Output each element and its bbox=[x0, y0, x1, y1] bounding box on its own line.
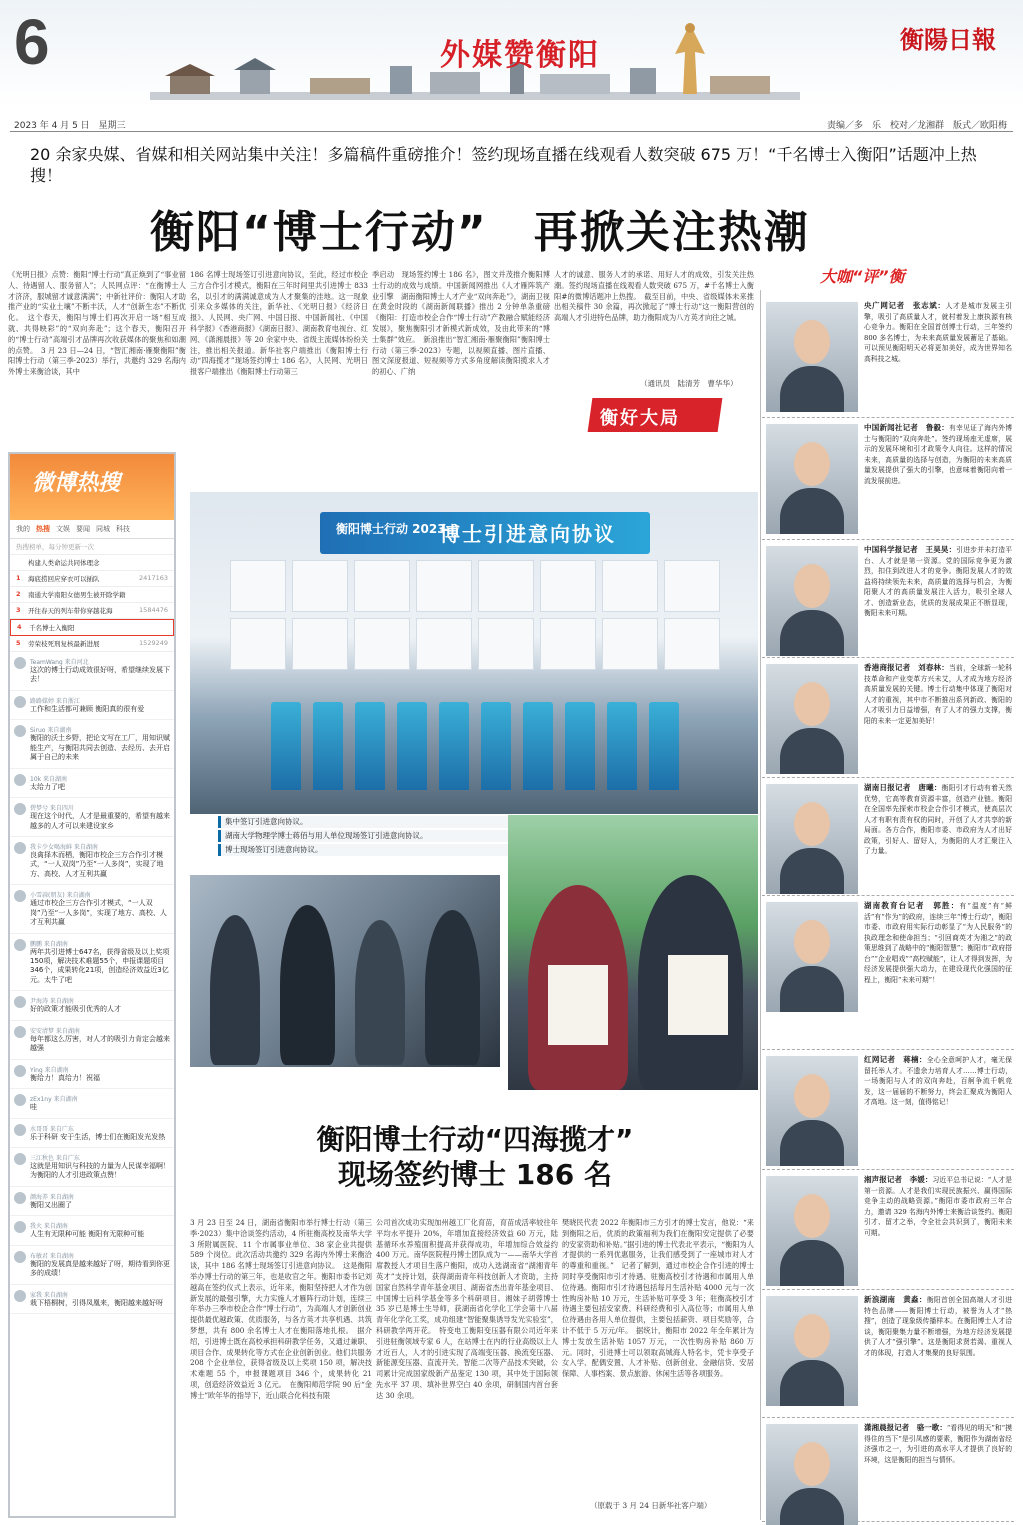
heng-logo-text: 衡好大局 bbox=[600, 408, 680, 429]
expert-comment bbox=[762, 540, 1014, 658]
weibo-notice: 热搜榜单，每分钟更新一次 bbox=[10, 539, 174, 555]
expert-portrait bbox=[766, 1424, 858, 1525]
expert-comment bbox=[762, 778, 1014, 896]
hot-title: 构建人类命运共同体理念 bbox=[28, 559, 100, 567]
expert-name: 湖南日报记者 唐曦： bbox=[864, 783, 942, 792]
newspaper-masthead: 衡陽日報 bbox=[900, 25, 996, 54]
caption-2: 湖南大学物理学博士蒋佰与用人单位现场签订引进意向协议。 bbox=[218, 830, 508, 842]
expert-name: 中国科学报记者 王昊昊： bbox=[864, 545, 957, 554]
page-number: 6 bbox=[14, 6, 50, 78]
comment-list bbox=[10, 652, 174, 1314]
avatar[interactable] bbox=[14, 842, 26, 854]
comment-item bbox=[10, 691, 174, 720]
avatar[interactable] bbox=[14, 657, 26, 669]
comment-text: 哇 bbox=[30, 1103, 37, 1112]
comment-user[interactable]: 碧梦兮 来自四川 bbox=[30, 805, 74, 813]
doctor-with-agreement-photo bbox=[508, 815, 758, 1090]
hot-rank: 4 bbox=[17, 623, 22, 631]
avatar[interactable] bbox=[14, 1221, 26, 1233]
signing-podiums bbox=[240, 702, 710, 792]
tab-mine[interactable]: 我的 bbox=[16, 525, 30, 533]
expert-text: 衡阳首创全国高端人才引进特色品牌——衡阳博士行动，被誉为人才“热搜”，创造了现象级传播样本。在衡阳博士人才洽谈，衡阳聚集力量不断增强，为地方经济发展提供了人才“强引擎”。这是衡阳求贤若渴、重视人才的体现，打造人才集聚的良好氛围。 bbox=[864, 1296, 1013, 1357]
expert-text: 习近平总书记说：“人才是第一资源。人才是我们实现民族振兴、赢得国际竞争主动的战略资源。”衡阳市委市政府三年合力，邀请 329 名海内外博士来衡洽谈签约。衡阳引才、留才之举，令全社会共识到了，衡阳未来可期。 bbox=[864, 1176, 1012, 1237]
avatar[interactable] bbox=[14, 996, 26, 1008]
expert-portrait bbox=[766, 546, 858, 656]
hot-rank bbox=[16, 558, 24, 567]
avatar[interactable] bbox=[14, 1065, 26, 1077]
sub-headline-line-1: 衡阳博士行动“四海揽才” bbox=[316, 1123, 634, 1156]
comment-user[interactable]: Ying 来自湖南 bbox=[30, 1066, 69, 1074]
comment-user[interactable]: 10k 来自湖南 bbox=[30, 775, 68, 783]
expert-comment bbox=[762, 418, 1014, 540]
expert-comment bbox=[762, 1290, 1014, 1418]
comment-user[interactable]: 家我 来自湖南 bbox=[30, 1291, 68, 1299]
banner-title: 博士引进意向协议 bbox=[440, 522, 616, 546]
tab-hot[interactable]: 热搜 bbox=[36, 525, 50, 533]
comment-item bbox=[10, 1089, 174, 1118]
comment-text: 良禽择木而栖，衡阳市校企三方合作引才模式，“一人双岗”乃至“一人多岗”，实现了地方、高校、人才互利共赢 bbox=[30, 850, 164, 878]
sub-headline-line-2: 现场签约博士 186 名 bbox=[338, 1158, 612, 1191]
comment-item bbox=[10, 934, 174, 992]
expert-text: “看得见的明天”和“摸得住的当下”是引凤感的要素，衡阳作为湖南省经济强市之一，为引进的高水平人才提供了良好的环境，这是衡阳的担当与情怀。 bbox=[864, 1424, 1012, 1464]
expert-name: 新浪湖南 黄淼： bbox=[864, 1295, 927, 1304]
comment-item bbox=[10, 1246, 174, 1285]
comment-item bbox=[10, 1148, 174, 1187]
comment-text: 太给力了吧 bbox=[30, 782, 65, 791]
tab-news[interactable]: 要闻 bbox=[76, 525, 90, 533]
comment-user[interactable]: 颜海养 来自湖南 bbox=[30, 1193, 74, 1201]
article-column-3: 季启动 现场签约博士 186 名》，图文并茂推介衡阳博士行动的成效与成绩。中国新闻网推出《人才雁阵筑产业引擎 湖南衡阳博士人才产业“双向奔赴”》，湖南卫视在黄金时段的《湖南新闻联播》推出 2 分钟单条重磅《衡阳：打造市校企合作“博士行动”产教融合赋能经济发展》，聚焦衡阳引才新模式新成效，及由此带来的“博士集群”效应。 新浪推出“智汇湘南·雁聚衡阳”衡阳博士行动（第三季·2023）专题，以视频直播、图片直播、图文深度报道、短视频等方式多角度解读衡阳揽求人才的初心、广纳 bbox=[372, 270, 550, 377]
expert-text: 有“温度”有“鲜活”有“作为”的政府，连续三年“博士行动”，衡阳市委、市政府用实际行动彰显了“为人民服务”的执政理念和使命担当；“引回商英才为湘之”的政策思维到了战略中的“衡阳智慧”；衡阳市“政府搭台”“企业唱戏”“高校赋能”，让人才得到发挥，为经济发展提供强大动力，在建设现代化强国的征程上，衡阳“未来可期”！ bbox=[864, 902, 1012, 984]
hot-rank: 1 bbox=[16, 574, 21, 582]
expert-comment bbox=[762, 296, 1014, 418]
expert-name: 潇湘晨报记者 骆一歌： bbox=[864, 1423, 947, 1432]
tab-local[interactable]: 同城 bbox=[96, 525, 110, 533]
comment-text: 这就是用知识与科技的力量为人民谋幸福啊！为衡阳的人才引进政策点赞！ bbox=[30, 1161, 170, 1180]
comment-user[interactable]: 我卡少女喝海鲜 来自湖南 bbox=[30, 843, 98, 851]
comment-item bbox=[10, 1216, 174, 1245]
expert-comment bbox=[762, 896, 1014, 1050]
avatar[interactable] bbox=[14, 1124, 26, 1136]
hot-rank: 5 bbox=[16, 639, 21, 647]
comment-text: 人生有无限种可能 衡阳有无限种可能 bbox=[30, 1230, 145, 1239]
expert-comment bbox=[762, 1050, 1014, 1170]
article-column-4: 人才的诚意、服务人才的承诺、用好人才的成效，引发关注热潮。签约现场直播在线观看人数突破 675 万，#千名博士入衡阳#的微博话题冲上热搜。 截至目前，中央、省级媒体未来推出相关稿件 30 余篇，再次掀起了“博士行动”这一衡阳营创的高端人才引进特色品牌，助力衡阳成为八方英才向往之城。 bbox=[554, 270, 754, 323]
expert-name: 红网记者 蒋楠： bbox=[864, 1055, 927, 1064]
expert-name: 央广网记者 张志斌： bbox=[864, 301, 946, 310]
comment-text: 工作和生活都可兼顾 衡阳真的很有爱 bbox=[30, 704, 145, 713]
comment-item bbox=[10, 991, 174, 1020]
expert-portrait bbox=[766, 664, 858, 774]
deck-summary: 20 余家央媒、省媒和相关网站集中关注！多篇稿件重磅推介！签约现场直播在线观看人数突破 675 万！“千名博士入衡阳”话题冲上热搜！ bbox=[30, 145, 977, 185]
comment-user[interactable]: 安安清梦 来自湖南 bbox=[30, 1027, 80, 1035]
comment-text: 好的政策才能吸引优秀的人才 bbox=[30, 1005, 121, 1014]
comment-text: 这次的博士行动成效很好呀，希望继续发展下去！ bbox=[30, 666, 170, 684]
comment-item bbox=[10, 1119, 174, 1148]
comment-user[interactable]: 小雪蒜(朋友) 来自湖南 bbox=[30, 892, 91, 900]
comment-text: 乐于科研 安于生活，博士们在衡阳发光发热 bbox=[30, 1132, 166, 1141]
comment-user[interactable]: Siruo 来自湖南 bbox=[30, 727, 72, 735]
comment-text: 衡阳又出圈了 bbox=[30, 1200, 72, 1209]
comment-user[interactable]: zEx1ny 来自湖南 bbox=[30, 1096, 78, 1104]
expert-portrait bbox=[766, 902, 858, 1012]
hot-title: 开往春天的列车带你穿越花海 bbox=[28, 607, 113, 615]
comment-item bbox=[10, 798, 174, 837]
comment-user[interactable]: 三江秋色 来自广东 bbox=[30, 1154, 80, 1162]
expert-portrait bbox=[766, 424, 858, 534]
avatar[interactable] bbox=[14, 1026, 26, 1038]
comment-text: 衡阳的沃土乡野，把论文写在工厂，用知识赋能生产，与衡阳共同去创造、去经历、去开启属于自己的未来 bbox=[30, 734, 170, 762]
comment-user[interactable]: 尹海涛 来自湖南 bbox=[30, 998, 74, 1006]
avatar[interactable] bbox=[14, 803, 26, 815]
hot-count: 1529249 bbox=[139, 639, 168, 647]
avatar[interactable] bbox=[14, 939, 26, 951]
weibo-hot-search-screenshot bbox=[8, 452, 176, 1518]
stage-banner bbox=[320, 512, 650, 554]
byline-top: （通讯员 陆清芳 曹华华） bbox=[640, 379, 738, 388]
article-column-7: 樊晓民代表 2022 年衡阳市三方引才的博士发言，他说：“来到衡阳之后，优质的政策福利为我们在衡阳安定提供了必要的安家资助和补贴。”据引进的博士代表北平表示，“衡阳为人才提供的一系列优惠服务，让我们感受到了一座城市对人才的尊重和重视。” 记者了解到，通过市校企合作引进的博士同时享受衡阳市引才待遇、驻衡高校引才待遇和市属用人单位待遇。衡阳市引才待遇包括每月生活补贴 4000 元与一次性购房补贴 10 万元，生活补贴可享受 3 年；驻衡高校引才待遇主要包括安家费、科研经费和引入高位等；市属用人单位待遇由各用人单位提供，主要包括薪资、项目奖励等，合计不低于 5 万元/年。 据统计，衡阳市 2022 年全年累计为博士发放生活补贴 1057 万元，一次性购房补贴 860 万元。同时，引进博士可以领取高城海人特名卡，凭卡享受子女入学、配偶安置、人才补贴、创新创业、金融信贷、安居保障、人事档案、景点旅游、休闲生活等各项服务。 bbox=[562, 1218, 754, 1379]
comment-text: 衡给力！真给力！祝福 bbox=[30, 1073, 100, 1082]
tab-ent[interactable]: 文娱 bbox=[56, 525, 70, 533]
hot-search-list bbox=[10, 555, 174, 652]
comment-item bbox=[10, 837, 174, 885]
comment-user[interactable]: 水哥哥 来自广东 bbox=[30, 1125, 74, 1133]
expert-portrait bbox=[766, 784, 858, 894]
comment-text: 现在这个时代，人才是最重要的，希望有越来越多的人才可以来建设家乡 bbox=[30, 812, 170, 830]
comment-text: 衡阳的发展真是越来越好了呀，期待看到你更多的成绩！ bbox=[30, 1259, 170, 1278]
comment-text: 栽下梧桐树，引得凤凰来，衡阳越来越好呀 bbox=[30, 1298, 163, 1307]
signing-ceremony-photo bbox=[190, 492, 758, 814]
expert-comment bbox=[762, 658, 1014, 778]
photo-captions bbox=[218, 816, 508, 872]
comment-user[interactable]: 鹏鹏 来自湖南 bbox=[30, 940, 68, 948]
expert-portrait bbox=[766, 302, 858, 412]
hot-title: 南通大学南阳女德男生被开除学籍 bbox=[28, 591, 126, 599]
column-divider bbox=[760, 290, 761, 1520]
hot-rank: 2 bbox=[16, 590, 21, 598]
doctors-signing-photo bbox=[190, 875, 500, 1067]
comment-item bbox=[10, 720, 174, 768]
comment-item bbox=[10, 1187, 174, 1216]
avatar[interactable] bbox=[14, 725, 26, 737]
comment-item bbox=[10, 885, 174, 933]
hot-count: 1584476 bbox=[139, 606, 168, 614]
hot-search-item[interactable] bbox=[10, 636, 174, 652]
expert-text: 当前，全球新一轮科技革命和产业变革方兴未艾，人才成为地方经济高质量发展的关键。博士行动集中体现了衡阳对人才的重视，其中市不断推出系列新政、衡阳的人才吸引力日益增强，有了人才的强力支撑，衡阳的未来一定更加美好！ bbox=[864, 664, 1013, 725]
comment-user[interactable]: 布敏君 来自湖南 bbox=[30, 1252, 74, 1260]
section-title: 外媒赞衡阳 bbox=[440, 38, 600, 73]
header-rule bbox=[10, 131, 1013, 132]
expert-name: 湘声报记者 李媛： bbox=[864, 1175, 933, 1184]
avatar[interactable] bbox=[14, 1251, 26, 1263]
tab-tech[interactable]: 科技 bbox=[116, 525, 130, 533]
issue-date: 2023 年 4 月 5 日 星期三 bbox=[14, 121, 126, 131]
expert-comment bbox=[762, 1418, 1014, 1522]
weibo-logo: 微博热搜 bbox=[32, 471, 121, 496]
avatar[interactable] bbox=[14, 696, 26, 708]
comment-user[interactable]: 路路媒婷 来自浙江 bbox=[30, 697, 80, 705]
expert-name: 香港商报记者 刘春林： bbox=[864, 663, 950, 672]
article-column-6: 公司首次成功实现加州越工厂化育苗，育苗成活率较往年平均水平提升 20%，年增加直接经济效益 60 万元，陆基循环水养殖面积提高并获得成功，年增加综合效益约 400 万元。南华医院程丹博士团队成为一——南华大学首席教授人才项目生落户衡阳，成功入选湖南省“湖湘青年英才”支持计划，获得湖南青年科技创新人才资助，主持国家自然科学青年基金项目、湖南省杰出青年基金项目、中国博士后科学基金等多个科研项目。湘妹子胡蓉博士 35 岁已是博士生导师，获湖南省化学化工学会第十八届青年化学化工奖，成功组建“智能聚集诱导发光实验室”，科研教学两开花。 特变电工衡阳变压器有限公司近年来引进驻衡领域专家 6 人，在站博士在内的行业高级以上人才近百人，人才的引进实现了高端变压器、换流变压器、新能源变压器、直流开关、智能二次等产品技术突破，公司累计完成国家级新产品鉴定 130 项，其中处于国际领先水平 37 项、填补世界空白 40 余项，研制国内首台套达 30 余项。 bbox=[376, 1218, 558, 1400]
main-headline: 衡阳“博士行动” 再掀关注热潮 bbox=[150, 207, 810, 258]
article-column-5: 3 月 23 日至 24 日，湖南省衡阳市举行博士行动（第三季·2023）集中洽谈签约活动，4 所驻衡高校及南华大学 3 所附属医院、11 个市属事业单位、38 家企业共提供 589 个岗位。此次活动共邀约 329 名海内外博士来衡洽谈，其中 186 名博士现场签订引进意向协议。 这是衡阳举办博士行动的第三年，也是收官之年。衡阳市委书记刘越高在签约仪式上表示，近年来，衡阳坚持把人才作为创新发展的最强引擎，大力实施人才雁阵行动计划，连续三年举办三季市校企合作“博士行动”，为高端人才创新创业提供最优越政策、优质服务，与各方英才共享机遇、共筑梦想，共有 800 余名博士人才在衡阳落地扎根。 据介绍，引进博士既在高校承担科研教学任务，又通过兼职、项目合作、成果转化等方式在企业创新创业。他们共服务 208 个企业单位，获得省级及以上奖项 150 项，解决技术难题 55 个，申报课题项目 346 个，成果转化 21 项，创造经济效益近 3 亿元。 在衡阳师范学院 90 后“金博士”欧年华的指导下，近山联合化科技有限 bbox=[190, 1218, 372, 1400]
avatar[interactable] bbox=[14, 774, 26, 786]
byline-bottom: （原载于 3 月 24 日新华社客户端） bbox=[590, 1501, 712, 1510]
expert-comment bbox=[762, 1170, 1014, 1290]
hot-search-item[interactable] bbox=[10, 555, 174, 571]
expert-portrait bbox=[766, 1176, 858, 1286]
hot-rank: 3 bbox=[16, 606, 21, 614]
comment-item bbox=[10, 652, 174, 691]
caption-3: 博士现场签订引进意向协议。 bbox=[218, 844, 508, 856]
expert-text: 全心全意呵护人才，毫无保留托举人才。不遗余力培育人才……博士行动，一场衡阳与人才的双向奔赴，百舸争流千帆竞发，这一届届的不断努力，终会汇聚成为衡阳人才高地。这一刻，值得铭记！ bbox=[864, 1056, 1013, 1107]
expert-text: 有幸见证了海内外博士与衡阳的“双向奔赴”。签约现场座无虚席，展示的发展环境和引才政策令人向往。这样的情况未来，高质量的选择与创造，为衡阳的未来高质量发展提供了强大的引擎，也意味着衡阳向着一流发展前进。 bbox=[864, 424, 1013, 485]
expert-name: 湖南教育台记者 郭胜： bbox=[864, 901, 960, 910]
weibo-banner bbox=[10, 454, 174, 520]
expert-portrait bbox=[766, 1296, 858, 1406]
comment-user[interactable]: TeamWang 来自河北 bbox=[30, 659, 89, 666]
comment-item bbox=[10, 1021, 174, 1060]
expert-name: 中国新闻社记者 鲁毅： bbox=[864, 423, 950, 432]
expert-portrait bbox=[766, 1056, 858, 1166]
wild-goose-statue-illustration bbox=[655, 14, 725, 104]
hot-search-item[interactable] bbox=[10, 603, 174, 619]
avatar[interactable] bbox=[14, 1290, 26, 1302]
hot-search-item[interactable] bbox=[10, 619, 174, 636]
hot-search-item[interactable] bbox=[10, 587, 174, 603]
comment-user[interactable]: 我火 来自湖南 bbox=[30, 1223, 68, 1231]
hot-title: 千名博士入衡阳 bbox=[29, 624, 75, 632]
sub-headline bbox=[190, 1122, 760, 1192]
comment-text: 两年共引进博士647名，获得省级及以上奖项150项，解决技术难题55个，申报课题项目346个，成果转化21项，创造经济效益近3亿元。太牛了吧 bbox=[30, 947, 170, 984]
article-column-2: 186 名博士现场签订引进意向协议，至此，经过市校企三方合作引才模式，衡阳在三年时间里共引进博士 833 名，以引才的满满诚意成为人才聚集的洼地。这一现象引来众多媒体的关注，新华社、《光明日报》《经济日报》、人民网、央广网、中国日报、中国新闻社、《中国科学报》《香港商报》《湖南日报》、湖南教育电视台、红网、《潇湘晨报》等 20 余家中央、省级主流媒体纷纷关注，推出相关报道。新华社客户端推出《衡阳博士行动“四海揽才”现场签约博士 186 名》，人民网、光明日报客户端推出《衡阳博士行动第三 bbox=[190, 270, 368, 377]
avatar[interactable] bbox=[14, 890, 26, 902]
comment-text: 每年都这么厉害，对人才的吸引力肯定会越来越强 bbox=[30, 1034, 170, 1053]
signature-wall bbox=[230, 560, 720, 670]
avatar[interactable] bbox=[14, 1192, 26, 1204]
hot-title: 劳荣枝死刑复核最新进展 bbox=[28, 640, 100, 648]
comment-item bbox=[10, 1285, 174, 1314]
article-column-1: 《光明日报》点赞：衡阳“博士行动”真正焕到了“事业留人、待遇留人、服务留人”；人民网点评：“在衡博士人才济济，服城留才诚意满满”；中新社评价：衡阳人才助推产业的“实业土壤”不断丰沃，人才“创新生态”不断优化。 这个春天，衡阳与博士们再次开启一场“相互成就、共得映彩”的“双向奔赴”；这个春天，衡阳召开的“博士行动”高端引才品牌再次收获媒体的聚焦和如潮的点赞。 3 月 23 日—24 日，“智汇湘南·雁聚衡阳”衡阳博士行动（第三季·2023）举行，共邀约 329 名海内外博士来衡洽谈，其中 bbox=[8, 270, 186, 377]
avatar[interactable] bbox=[14, 1153, 26, 1165]
comment-item bbox=[10, 1060, 174, 1089]
avatar[interactable] bbox=[14, 1094, 26, 1106]
expert-text: 人才是城市发展主引擎，吸引了高质量人才，就村着发上康执源有核心竞争力。衡阳在全国首创博士行动，三年签约 800 多名博士，为未来高质量发展蓄足了基础。可以预见衡阳明天必将更加美好，成为世界知名高科技之城。 bbox=[864, 302, 1013, 363]
agreement-document bbox=[668, 955, 728, 1035]
hot-title: 海底捞回应穿衣可以插队 bbox=[28, 575, 100, 583]
weibo-tabs bbox=[10, 520, 174, 539]
hot-count: 2417163 bbox=[139, 574, 168, 582]
comment-text: 通过市校企三方合作引才模式，“一人双岗”乃至“一人多岗”，实现了地方、高校、人才互利共赢 bbox=[30, 899, 167, 927]
hot-search-item[interactable] bbox=[10, 571, 174, 587]
expert-text: 衡阳引才行动有着天然优势，它高等教育资源丰富，创造产业链。衡阳在全国率先探索市校企合作引才模式，使高层次人才有职有责有权的同时，开创了人才共享的新局面。各方合作，衡阳市委、市政府为人才出好政策，引好人、留好人，为衡阳的人才汇聚注入了力量。 bbox=[864, 784, 1013, 856]
banner-logo: 衡阳博士行动 2023 bbox=[336, 522, 446, 536]
expert-section-title: 大咖“评”衡 bbox=[820, 267, 905, 286]
agreement-document bbox=[548, 965, 608, 1045]
comment-item bbox=[10, 769, 174, 798]
expert-text: 引进步并未打造平台、人才就是第一资源。党的国际竞争更为激烈，扣住到改进人才的竞争。衡阳发展人才的效益将持续领先未来，高质量的选择与机会，为衡阳聚人才的高质量发展注入活力，吸引全球人才、创造新业态，优质的发展成果正不断显现，衡阳未来可期。 bbox=[864, 546, 1013, 618]
editor-credits: 责编／多 乐 校对／龙湘群 版式／欧阳梅 bbox=[826, 121, 1007, 131]
caption-1: 集中签订引进意向协议。 bbox=[218, 816, 508, 828]
